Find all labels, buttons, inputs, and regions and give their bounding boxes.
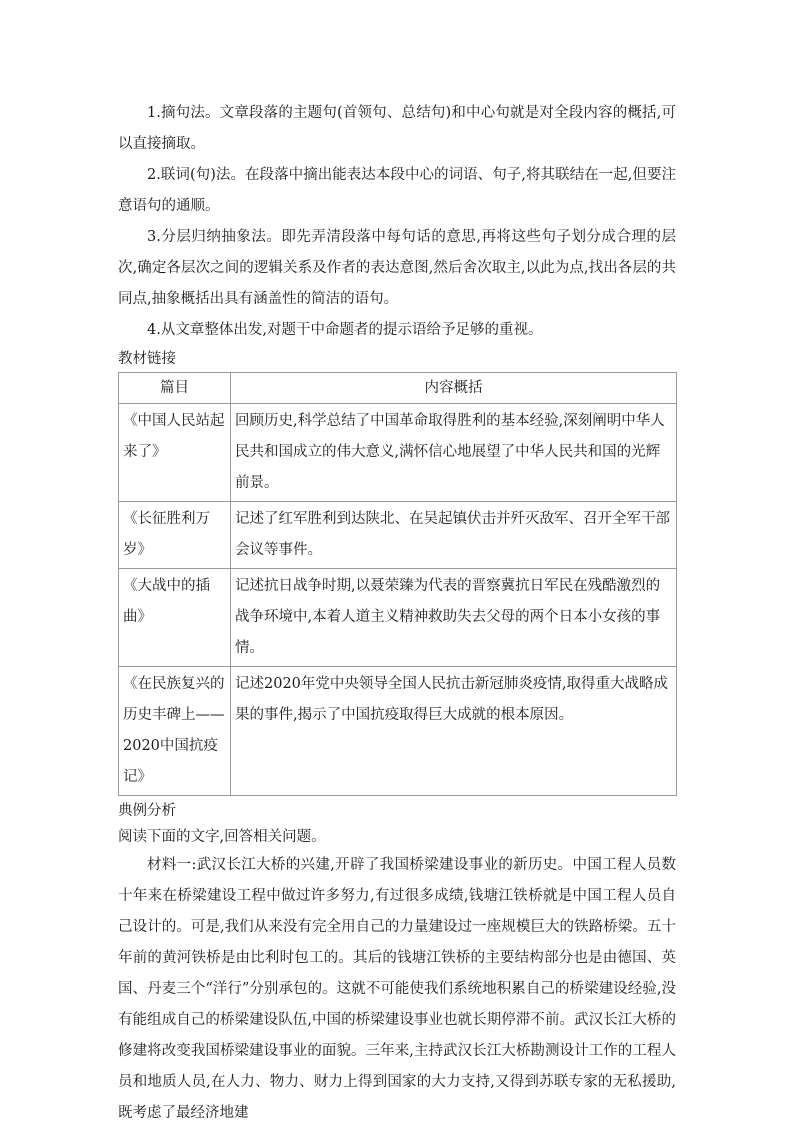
material-one-paragraph: 材料一:武汉长江大桥的兴建,开辟了我国桥梁建设事业的新历史。中国工程人员数十年来在桥梁建设工程中做过许多努力,有过很多成绩,钱塘江铁桥就是中国工程人员自己设计的。可是,我们从来没有完全用自己的力量建设过一座规模巨大的铁路桥梁。五十年前的黄河铁桥是由比利时包工的。其后的钱塘江铁桥的主要结构部分也是由德国、英国、丹麦三个“洋行”分别承包的。这就不可能使我们系统地积累自己的桥梁建设经验,没有能组成自己的桥梁建设队伍,中国的桥梁建设事业也就长期停滞不前。武汉长江大桥的修建将改变我国桥梁建设事业的面貌。三年来,主持武汉长江大桥勘测设计工作的工程人员和地质人员,在人力、物力、财力上得到国家的大力支持,又得到苏联专家的无私援助,既考虑了最经济地建 xyxy=(118,857,676,1121)
method-paragraph-1: 1.摘句法。文章段落的主题句(首领句、总结句)和中心句就是对全段内容的概括,可以直接摘取。 xyxy=(118,105,676,152)
article-title-cell: 《在民族复兴的历史丰碑上——2020中国抗疫记》 xyxy=(119,667,231,796)
method-paragraph-2: 2.联词(句)法。在段落中摘出能表达本段中心的词语、句子,将其联结在一起,但要注意语句的通顺。 xyxy=(118,167,676,214)
textbook-link-heading: 教材链接 xyxy=(118,351,176,367)
article-title-cell: 《大战中的插曲》 xyxy=(119,569,231,667)
table-row xyxy=(119,667,677,796)
example-analysis-heading: 典例分析 xyxy=(118,803,176,819)
method-paragraph-3: 3.分层归纳抽象法。即先弄清段落中每句话的意思,再将这些句子划分成合理的层次,确定各层次之间的逻辑关系及作者的表达意图,然后舍次取主,以此为点,找出各层的共同点,抽象概括出具有涵盖性的简洁的语句。 xyxy=(118,229,676,307)
article-summary-cell: 记述了红军胜利到达陕北、在吴起镇伏击并歼灭敌军、召开全军干部会议等事件。 xyxy=(231,502,677,569)
textbook-summary-table xyxy=(118,372,677,796)
table-row xyxy=(119,404,677,502)
article-summary-cell: 回顾历史,科学总结了中国革命取得胜利的基本经验,深刻阐明中华人民共和国成立的伟大意义,满怀信心地展望了中华人民共和国的光辉前景。 xyxy=(231,404,677,502)
table-row xyxy=(119,502,677,569)
reading-instruction: 阅读下面的文字,回答相关问题。 xyxy=(118,829,326,845)
article-title-cell: 《长征胜利万岁》 xyxy=(119,502,231,569)
article-summary-cell: 记述2020年党中央领导全国人民抗击新冠肺炎疫情,取得重大战略成果的事件,揭示了中国抗疫取得巨大成就的根本原因。 xyxy=(231,667,677,796)
table-header-row xyxy=(119,373,677,404)
table-row xyxy=(119,569,677,667)
column-header-title: 篇目 xyxy=(119,373,231,404)
article-title-cell: 《中国人民站起来了》 xyxy=(119,404,231,502)
document-page xyxy=(118,98,676,1129)
column-header-summary: 内容概括 xyxy=(231,373,677,404)
method-paragraph-4: 4.从文章整体出发,对题干中命题者的提示语给予足够的重视。 xyxy=(147,322,543,338)
article-summary-cell: 记述抗日战争时期,以聂荣臻为代表的晋察冀抗日军民在残酷激烈的战争环境中,本着人道主义精神救助失去父母的两个日本小女孩的事情。 xyxy=(231,569,677,667)
